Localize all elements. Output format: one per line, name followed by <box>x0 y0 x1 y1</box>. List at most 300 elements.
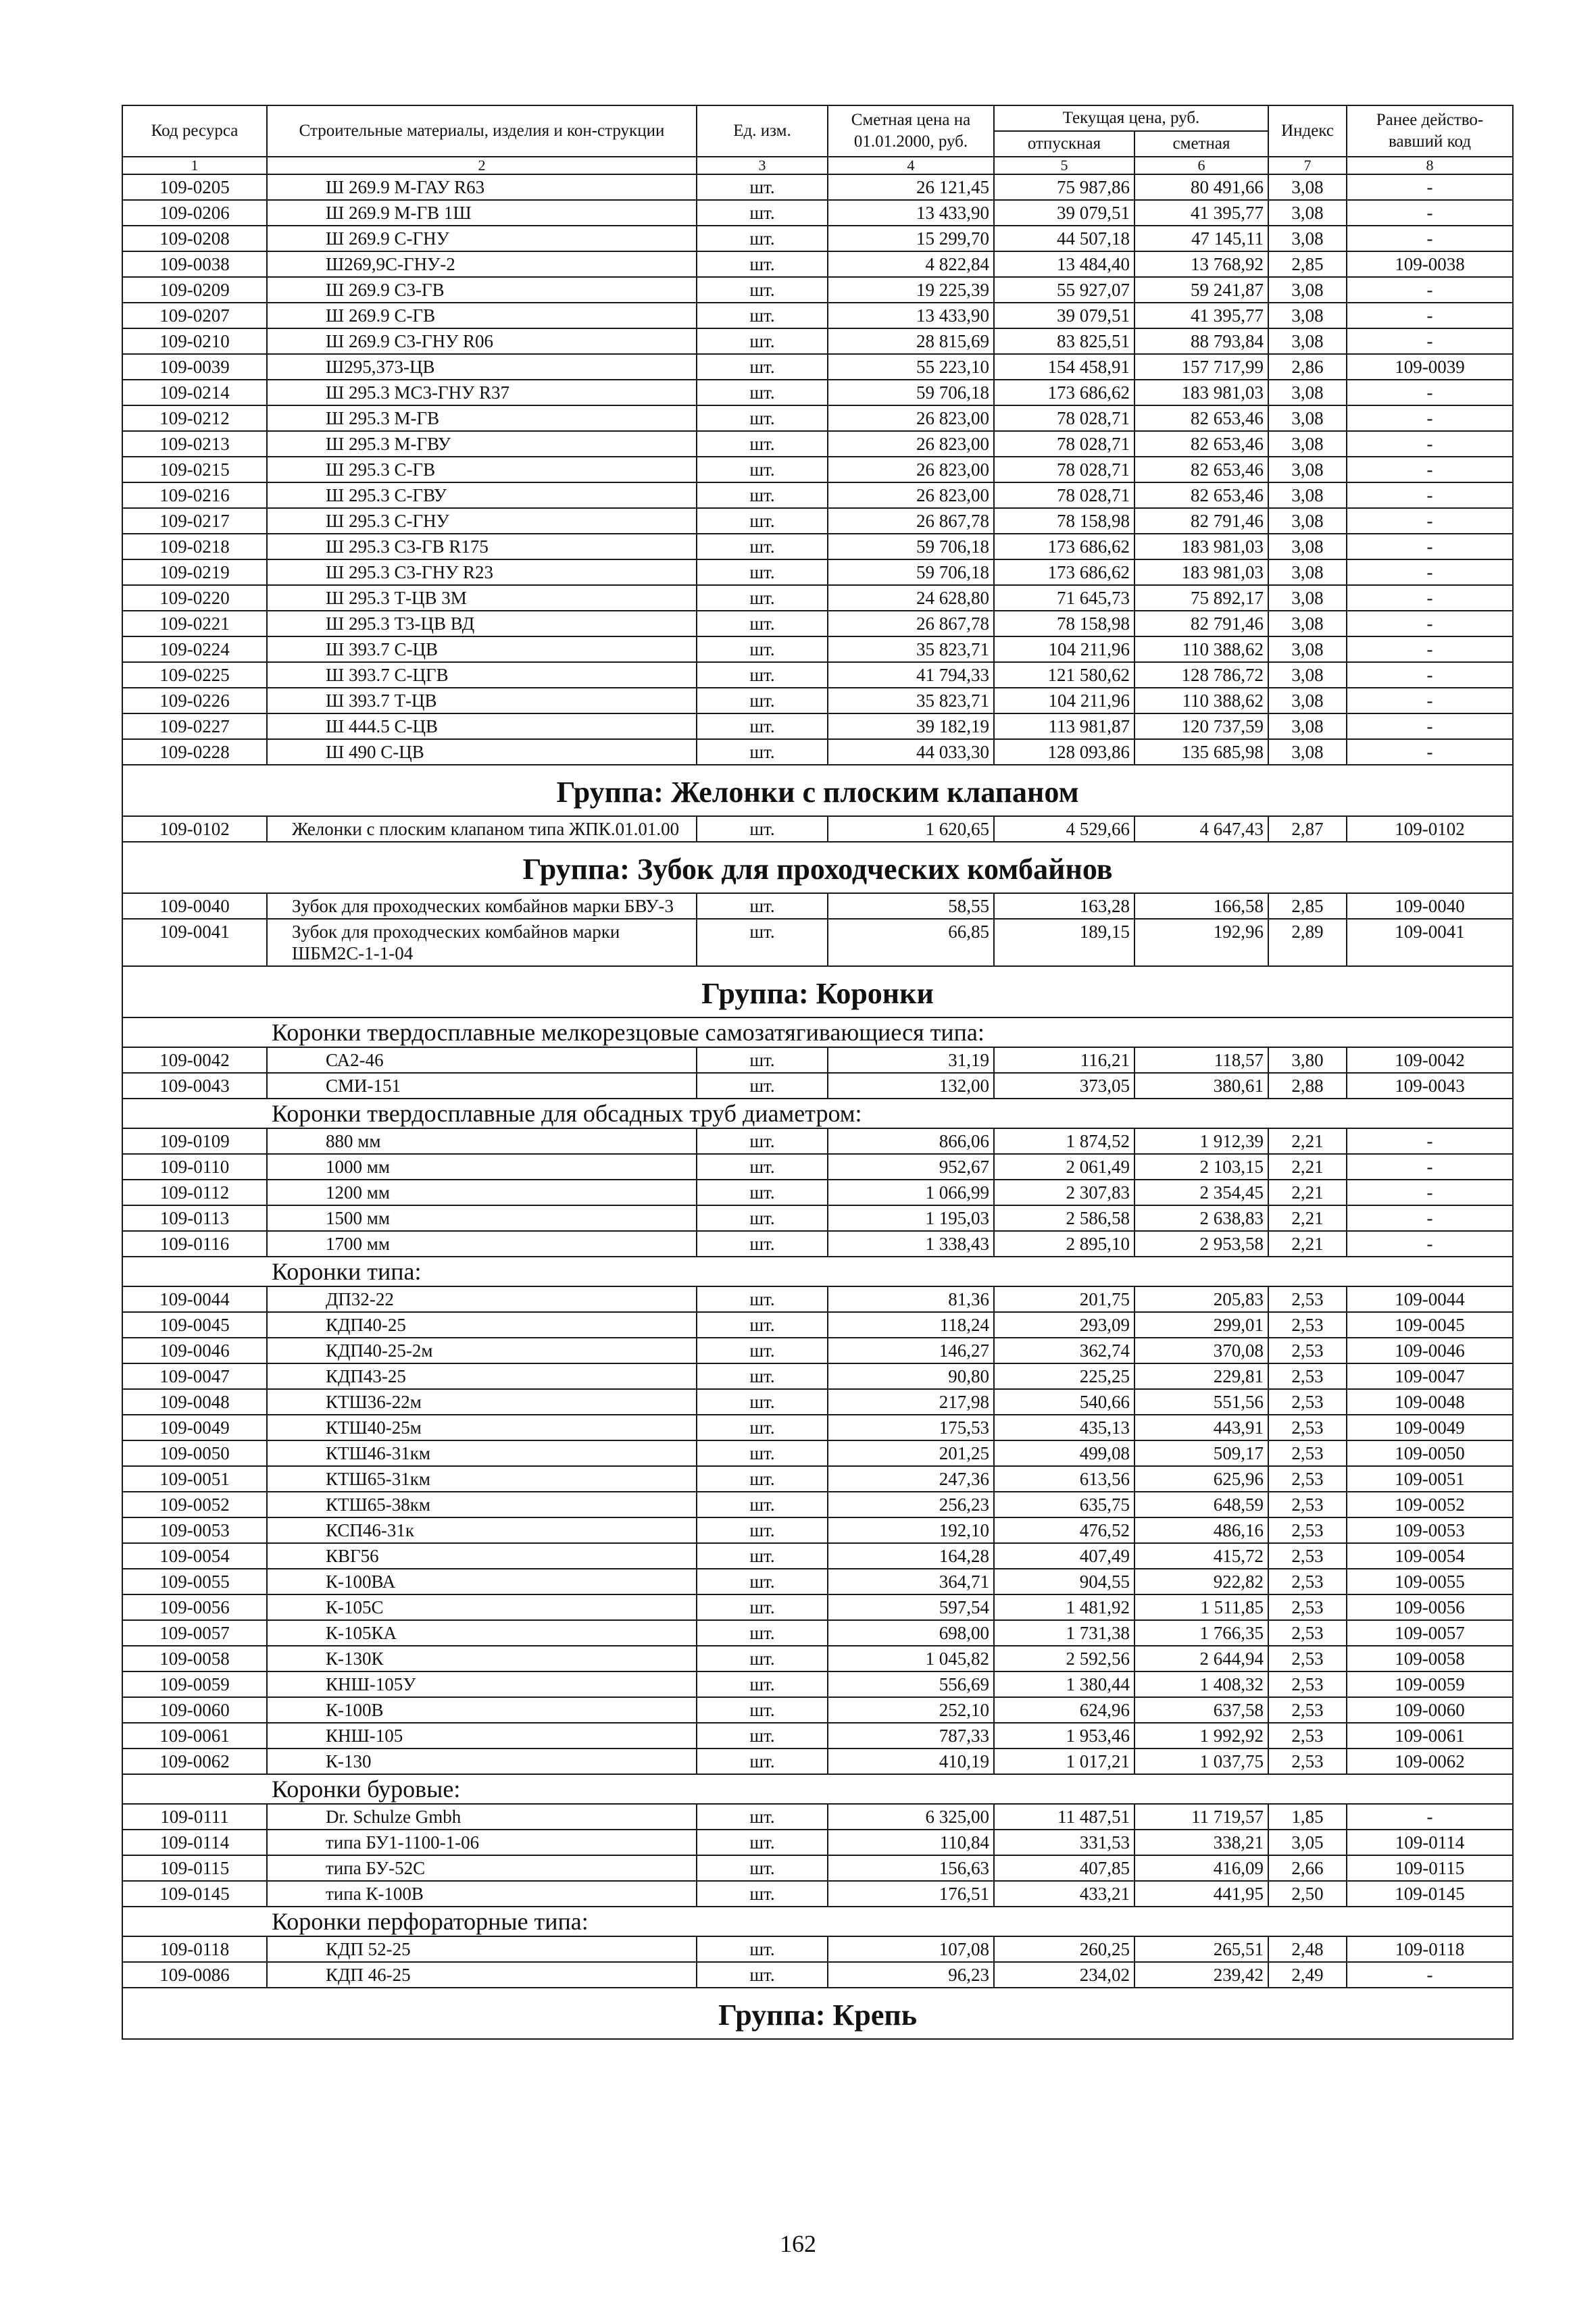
material-name-cell: Ш 295.3 С3-ГВ R175 <box>267 534 697 559</box>
table-row <box>122 1517 1513 1543</box>
previous-code-cell: 109-0054 <box>1347 1543 1513 1569</box>
unit-cell: шт. <box>697 534 828 559</box>
index-cell: 3,08 <box>1268 431 1347 457</box>
base-price-cell: 24 628,80 <box>828 585 994 611</box>
unit-cell: шт. <box>697 1415 828 1440</box>
release-price-cell: 71 645,73 <box>994 585 1134 611</box>
release-price-cell: 331,53 <box>994 1830 1134 1855</box>
group-title: Группа: Коронки <box>122 966 1513 1017</box>
index-cell: 3,08 <box>1268 739 1347 765</box>
table-row <box>122 1804 1513 1830</box>
subgroup-title: Коронки твердосплавные для обсадных труб диаметром: <box>122 1099 1513 1128</box>
unit-cell: шт. <box>697 508 828 534</box>
material-name-cell: Ш 295.3 МС3-ГНУ R37 <box>267 380 697 405</box>
unit-cell: шт. <box>697 1594 828 1620</box>
material-name-cell: Ш269,9С-ГНУ-2 <box>267 251 697 277</box>
index-cell: 3,08 <box>1268 559 1347 585</box>
index-cell: 2,53 <box>1268 1363 1347 1389</box>
index-cell: 3,08 <box>1268 508 1347 534</box>
material-name-cell: Ш 295.3 Т-ЦВ 3М <box>267 585 697 611</box>
release-price-cell: 173 686,62 <box>994 559 1134 585</box>
previous-code-cell: 109-0055 <box>1347 1569 1513 1594</box>
material-name-cell: КТШ36-22м <box>267 1389 697 1415</box>
unit-cell: шт. <box>697 200 828 226</box>
table-row <box>122 1855 1513 1881</box>
release-price-cell: 2 592,56 <box>994 1646 1134 1671</box>
estimate-price-cell: 59 241,87 <box>1134 277 1268 303</box>
group-title: Группа: Крепь <box>122 1988 1513 2039</box>
material-name-cell: КТШ65-38км <box>267 1492 697 1517</box>
table-row <box>122 662 1513 688</box>
release-price-cell: 407,49 <box>994 1543 1134 1569</box>
resource-code-cell: 109-0062 <box>122 1749 267 1774</box>
estimate-price-cell: 625,96 <box>1134 1466 1268 1492</box>
release-price-cell: 154 458,91 <box>994 354 1134 380</box>
column-number: 4 <box>828 157 994 174</box>
release-price-cell: 362,74 <box>994 1338 1134 1363</box>
table-row <box>122 174 1513 200</box>
estimate-price-cell: 205,83 <box>1134 1286 1268 1312</box>
previous-code-cell: - <box>1347 739 1513 765</box>
table-row <box>122 200 1513 226</box>
rows-zhelonki <box>122 816 1513 842</box>
release-price-cell: 173 686,62 <box>994 534 1134 559</box>
index-cell: 3,08 <box>1268 688 1347 713</box>
resource-code-cell: 109-0055 <box>122 1569 267 1594</box>
group-title: Группа: Зубок для проходческих комбайнов <box>122 842 1513 893</box>
unit-cell: шт. <box>697 1517 828 1543</box>
base-price-cell: 59 706,18 <box>828 559 994 585</box>
material-name-cell: КДП40-25 <box>267 1312 697 1338</box>
index-cell: 3,08 <box>1268 636 1347 662</box>
resource-code-cell: 109-0059 <box>122 1671 267 1697</box>
previous-code-cell: - <box>1347 611 1513 636</box>
unit-cell: шт. <box>697 1646 828 1671</box>
release-price-cell: 4 529,66 <box>994 816 1134 842</box>
base-price-cell: 176,51 <box>828 1881 994 1907</box>
index-cell: 2,53 <box>1268 1594 1347 1620</box>
resource-code-cell: 109-0226 <box>122 688 267 713</box>
table-row <box>122 328 1513 354</box>
subgroup-title: Коронки твердосплавные мелкорезцовые самозатягивающиеся типа: <box>122 1017 1513 1047</box>
estimate-price-cell: 183 981,03 <box>1134 380 1268 405</box>
index-cell: 2,49 <box>1268 1962 1347 1988</box>
unit-cell: шт. <box>697 1620 828 1646</box>
previous-code-cell: 109-0057 <box>1347 1620 1513 1646</box>
table-row <box>122 405 1513 431</box>
rows-sub-3 <box>122 1286 1513 1774</box>
previous-code-cell: 109-0049 <box>1347 1415 1513 1440</box>
group-heading-row <box>122 966 1513 1017</box>
resource-code-cell: 109-0205 <box>122 174 267 200</box>
estimate-price-cell: 82 791,46 <box>1134 508 1268 534</box>
base-price-cell: 66,85 <box>828 919 994 966</box>
estimate-price-cell: 1 408,32 <box>1134 1671 1268 1697</box>
resource-code-cell: 109-0058 <box>122 1646 267 1671</box>
resource-code-cell: 109-0228 <box>122 739 267 765</box>
base-price-cell: 59 706,18 <box>828 380 994 405</box>
material-name-cell: КВГ56 <box>267 1543 697 1569</box>
index-cell: 2,21 <box>1268 1205 1347 1231</box>
resource-code-cell: 109-0048 <box>122 1389 267 1415</box>
unit-cell: шт. <box>697 226 828 251</box>
unit-cell: шт. <box>697 816 828 842</box>
resource-code-cell: 109-0215 <box>122 457 267 482</box>
base-price-cell: 252,10 <box>828 1697 994 1723</box>
base-price-cell: 556,69 <box>828 1671 994 1697</box>
previous-code-cell: - <box>1347 534 1513 559</box>
estimate-price-cell: 135 685,98 <box>1134 739 1268 765</box>
table-row <box>122 919 1513 966</box>
table-row <box>122 1881 1513 1907</box>
base-price-cell: 1 195,03 <box>828 1205 994 1231</box>
base-price-cell: 1 066,99 <box>828 1180 994 1205</box>
table-row <box>122 457 1513 482</box>
resource-code-cell: 109-0109 <box>122 1128 267 1154</box>
table-row <box>122 1620 1513 1646</box>
header-index: Индекс <box>1268 105 1347 157</box>
material-name-cell: КТШ65-31км <box>267 1466 697 1492</box>
resource-code-cell: 109-0041 <box>122 919 267 966</box>
unit-cell: шт. <box>697 1466 828 1492</box>
release-price-cell: 121 580,62 <box>994 662 1134 688</box>
previous-code-cell: - <box>1347 431 1513 457</box>
index-cell: 2,53 <box>1268 1440 1347 1466</box>
release-price-cell: 624,96 <box>994 1697 1134 1723</box>
index-cell: 3,08 <box>1268 611 1347 636</box>
previous-code-cell: - <box>1347 457 1513 482</box>
rows-sub-2 <box>122 1128 1513 1257</box>
base-price-cell: 132,00 <box>828 1073 994 1099</box>
base-price-cell: 164,28 <box>828 1543 994 1569</box>
unit-cell: шт. <box>697 328 828 354</box>
estimate-price-cell: 1 037,75 <box>1134 1749 1268 1774</box>
resource-code-cell: 109-0212 <box>122 405 267 431</box>
resource-code-cell: 109-0219 <box>122 559 267 585</box>
material-name-cell: Ш 295.3 Т3-ЦВ ВД <box>267 611 697 636</box>
resource-code-cell: 109-0217 <box>122 508 267 534</box>
release-price-cell: 163,28 <box>994 893 1134 919</box>
table-row <box>122 1180 1513 1205</box>
release-price-cell: 201,75 <box>994 1286 1134 1312</box>
index-cell: 2,50 <box>1268 1881 1347 1907</box>
resource-code-cell: 109-0116 <box>122 1231 267 1257</box>
unit-cell: шт. <box>697 1154 828 1180</box>
table-row <box>122 1671 1513 1697</box>
material-name-cell: ДП32-22 <box>267 1286 697 1312</box>
release-price-cell: 1 874,52 <box>994 1128 1134 1154</box>
table-row <box>122 1569 1513 1594</box>
base-price-cell: 35 823,71 <box>828 688 994 713</box>
unit-cell: шт. <box>697 303 828 328</box>
resource-code-cell: 109-0110 <box>122 1154 267 1180</box>
table-row <box>122 1205 1513 1231</box>
unit-cell: шт. <box>697 1671 828 1697</box>
estimate-price-cell: 4 647,43 <box>1134 816 1268 842</box>
release-price-cell: 2 895,10 <box>994 1231 1134 1257</box>
release-price-cell: 260,25 <box>994 1936 1134 1962</box>
estimate-price-cell: 192,96 <box>1134 919 1268 966</box>
unit-cell: шт. <box>697 482 828 508</box>
unit-cell: шт. <box>697 1804 828 1830</box>
table-row <box>122 816 1513 842</box>
subgroup-heading-row <box>122 1907 1513 1936</box>
estimate-price-cell: 509,17 <box>1134 1440 1268 1466</box>
unit-cell: шт. <box>697 1312 828 1338</box>
table-row <box>122 1492 1513 1517</box>
unit-cell: шт. <box>697 457 828 482</box>
column-number: 6 <box>1134 157 1268 174</box>
subgroup-heading-row <box>122 1017 1513 1047</box>
unit-cell: шт. <box>697 559 828 585</box>
unit-cell: шт. <box>697 713 828 739</box>
material-name-cell: Зубок для проходческих комбайнов марки ШБМ2С-1-1-04 <box>267 919 697 966</box>
unit-cell: шт. <box>697 1881 828 1907</box>
release-price-cell: 78 158,98 <box>994 611 1134 636</box>
base-price-cell: 19 225,39 <box>828 277 994 303</box>
base-price-cell: 110,84 <box>828 1830 994 1855</box>
release-price-cell: 11 487,51 <box>994 1804 1134 1830</box>
release-price-cell: 13 484,40 <box>994 251 1134 277</box>
resource-code-cell: 109-0112 <box>122 1180 267 1205</box>
table-row <box>122 1312 1513 1338</box>
release-price-cell: 78 028,71 <box>994 431 1134 457</box>
unit-cell: шт. <box>697 893 828 919</box>
material-name-cell: КНШ-105У <box>267 1671 697 1697</box>
material-name-cell: Ш 295.3 М-ГВУ <box>267 431 697 457</box>
table-row <box>122 688 1513 713</box>
resource-code-cell: 109-0086 <box>122 1962 267 1988</box>
previous-code-cell: 109-0062 <box>1347 1749 1513 1774</box>
index-cell: 3,08 <box>1268 662 1347 688</box>
unit-cell: шт. <box>697 636 828 662</box>
estimate-price-cell: 2 354,45 <box>1134 1180 1268 1205</box>
table-row <box>122 303 1513 328</box>
price-table-sheet <box>122 105 1512 2040</box>
index-cell: 2,21 <box>1268 1231 1347 1257</box>
base-price-cell: 41 794,33 <box>828 662 994 688</box>
material-name-cell: К-130К <box>267 1646 697 1671</box>
base-price-cell: 26 823,00 <box>828 405 994 431</box>
estimate-price-cell: 41 395,77 <box>1134 200 1268 226</box>
previous-code-cell: 109-0114 <box>1347 1830 1513 1855</box>
release-price-cell: 78 028,71 <box>994 482 1134 508</box>
previous-code-cell: 109-0043 <box>1347 1073 1513 1099</box>
table-row <box>122 1749 1513 1774</box>
table-row <box>122 380 1513 405</box>
release-price-cell: 78 028,71 <box>994 405 1134 431</box>
header-column-numbers <box>122 157 1513 174</box>
previous-code-cell: 109-0039 <box>1347 354 1513 380</box>
index-cell: 2,86 <box>1268 354 1347 380</box>
estimate-price-cell: 2 644,94 <box>1134 1646 1268 1671</box>
base-price-cell: 59 706,18 <box>828 534 994 559</box>
index-cell: 2,21 <box>1268 1154 1347 1180</box>
material-name-cell: КСП46-31к <box>267 1517 697 1543</box>
base-price-cell: 410,19 <box>828 1749 994 1774</box>
estimate-price-cell: 128 786,72 <box>1134 662 1268 688</box>
subgroup-title: Коронки перфораторные типа: <box>122 1907 1513 1936</box>
unit-cell: шт. <box>697 1205 828 1231</box>
estimate-price-cell: 443,91 <box>1134 1415 1268 1440</box>
unit-cell: шт. <box>697 1749 828 1774</box>
index-cell: 2,48 <box>1268 1936 1347 1962</box>
estimate-price-cell: 120 737,59 <box>1134 713 1268 739</box>
table-row <box>122 354 1513 380</box>
previous-code-cell: - <box>1347 636 1513 662</box>
table-row <box>122 713 1513 739</box>
unit-cell: шт. <box>697 1830 828 1855</box>
material-name-cell: КДП 52-25 <box>267 1936 697 1962</box>
index-cell: 3,08 <box>1268 405 1347 431</box>
estimate-price-cell: 183 981,03 <box>1134 559 1268 585</box>
resource-code-cell: 109-0044 <box>122 1286 267 1312</box>
column-number: 2 <box>267 157 697 174</box>
material-name-cell: Ш 393.7 С-ЦГВ <box>267 662 697 688</box>
base-price-cell: 364,71 <box>828 1569 994 1594</box>
resource-code-cell: 109-0206 <box>122 200 267 226</box>
index-cell: 2,53 <box>1268 1671 1347 1697</box>
material-name-cell: Ш 393.7 С-ЦВ <box>267 636 697 662</box>
estimate-price-cell: 82 653,46 <box>1134 405 1268 431</box>
base-price-cell: 256,23 <box>828 1492 994 1517</box>
previous-code-cell: 109-0041 <box>1347 919 1513 966</box>
table-row <box>122 431 1513 457</box>
unit-cell: шт. <box>697 1231 828 1257</box>
material-name-cell: Dr. Schulze Gmbh <box>267 1804 697 1830</box>
index-cell: 3,08 <box>1268 713 1347 739</box>
subgroup-heading-row <box>122 1257 1513 1286</box>
resource-code-cell: 109-0056 <box>122 1594 267 1620</box>
table-row <box>122 1830 1513 1855</box>
table-row <box>122 277 1513 303</box>
base-price-cell: 192,10 <box>828 1517 994 1543</box>
previous-code-cell: 109-0047 <box>1347 1363 1513 1389</box>
table-row <box>122 1466 1513 1492</box>
previous-code-cell: - <box>1347 482 1513 508</box>
material-name-cell: КНШ-105 <box>267 1723 697 1749</box>
estimate-price-cell: 157 717,99 <box>1134 354 1268 380</box>
material-name-cell: Желонки с плоским клапаном типа ЖПК.01.01.00 <box>267 816 697 842</box>
index-cell: 2,53 <box>1268 1517 1347 1543</box>
previous-code-cell: - <box>1347 380 1513 405</box>
table-row <box>122 482 1513 508</box>
column-number: 3 <box>697 157 828 174</box>
base-price-cell: 58,55 <box>828 893 994 919</box>
estimate-price-cell: 416,09 <box>1134 1855 1268 1881</box>
release-price-cell: 225,25 <box>994 1363 1134 1389</box>
previous-code-cell: 109-0051 <box>1347 1466 1513 1492</box>
index-cell: 3,08 <box>1268 174 1347 200</box>
index-cell: 2,53 <box>1268 1749 1347 1774</box>
base-price-cell: 44 033,30 <box>828 739 994 765</box>
estimate-price-cell: 47 145,11 <box>1134 226 1268 251</box>
release-price-cell: 1 953,46 <box>994 1723 1134 1749</box>
header-name: Строительные материалы, изделия и кон-струкции <box>267 105 697 157</box>
rows-sub-4 <box>122 1804 1513 1907</box>
base-price-cell: 6 325,00 <box>828 1804 994 1830</box>
unit-cell: шт. <box>697 1569 828 1594</box>
table-row <box>122 1594 1513 1620</box>
unit-cell: шт. <box>697 1855 828 1881</box>
estimate-price-cell: 299,01 <box>1134 1312 1268 1338</box>
previous-code-cell: 109-0048 <box>1347 1389 1513 1415</box>
resource-code-cell: 109-0052 <box>122 1492 267 1517</box>
base-price-cell: 952,67 <box>828 1154 994 1180</box>
release-price-cell: 128 093,86 <box>994 739 1134 765</box>
material-name-cell: 1500 мм <box>267 1205 697 1231</box>
index-cell: 3,08 <box>1268 534 1347 559</box>
unit-cell: шт. <box>697 1936 828 1962</box>
estimate-price-cell: 80 491,66 <box>1134 174 1268 200</box>
index-cell: 3,80 <box>1268 1047 1347 1073</box>
index-cell: 2,88 <box>1268 1073 1347 1099</box>
rows-sub-1 <box>122 1047 1513 1099</box>
resource-code-cell: 109-0221 <box>122 611 267 636</box>
resource-code-cell: 109-0047 <box>122 1363 267 1389</box>
material-name-cell: Ш 295.3 С-ГВУ <box>267 482 697 508</box>
resource-code-cell: 109-0053 <box>122 1517 267 1543</box>
material-name-cell: Ш 444.5 С-ЦВ <box>267 713 697 739</box>
release-price-cell: 116,21 <box>994 1047 1134 1073</box>
material-name-cell: Ш 269.9 С-ГВ <box>267 303 697 328</box>
base-price-cell: 39 182,19 <box>828 713 994 739</box>
previous-code-cell: 109-0060 <box>1347 1697 1513 1723</box>
table-row <box>122 1047 1513 1073</box>
resource-code-cell: 109-0213 <box>122 431 267 457</box>
base-price-cell: 26 823,00 <box>828 431 994 457</box>
unit-cell: шт. <box>697 1180 828 1205</box>
index-cell: 2,87 <box>1268 816 1347 842</box>
estimate-price-cell: 82 791,46 <box>1134 611 1268 636</box>
material-name-cell: СА2-46 <box>267 1047 697 1073</box>
estimate-price-cell: 2 638,83 <box>1134 1205 1268 1231</box>
release-price-cell: 904,55 <box>994 1569 1134 1594</box>
estimate-price-cell: 441,95 <box>1134 1881 1268 1907</box>
unit-cell: шт. <box>697 1073 828 1099</box>
table-row <box>122 559 1513 585</box>
header-release-price: отпускная <box>994 131 1134 157</box>
estimate-price-cell: 88 793,84 <box>1134 328 1268 354</box>
previous-code-cell: 109-0045 <box>1347 1312 1513 1338</box>
material-name-cell: СМИ-151 <box>267 1073 697 1099</box>
table-row <box>122 1697 1513 1723</box>
unit-cell: шт. <box>697 1047 828 1073</box>
previous-code-cell: 109-0050 <box>1347 1440 1513 1466</box>
resource-code-cell: 109-0115 <box>122 1855 267 1881</box>
table-row <box>122 893 1513 919</box>
index-cell: 2,66 <box>1268 1855 1347 1881</box>
previous-code-cell: 109-0115 <box>1347 1855 1513 1881</box>
previous-code-cell: - <box>1347 303 1513 328</box>
resource-code-cell: 109-0050 <box>122 1440 267 1466</box>
index-cell: 3,08 <box>1268 226 1347 251</box>
resource-code-cell: 109-0209 <box>122 277 267 303</box>
index-cell: 3,08 <box>1268 303 1347 328</box>
material-name-cell: КДП40-25-2м <box>267 1338 697 1363</box>
index-cell: 2,53 <box>1268 1389 1347 1415</box>
previous-code-cell: 109-0046 <box>1347 1338 1513 1363</box>
unit-cell: шт. <box>697 1723 828 1749</box>
unit-cell: шт. <box>697 174 828 200</box>
header-code: Код ресурса <box>122 105 267 157</box>
estimate-price-cell: 41 395,77 <box>1134 303 1268 328</box>
unit-cell: шт. <box>697 1697 828 1723</box>
previous-code-cell: 109-0053 <box>1347 1517 1513 1543</box>
release-price-cell: 499,08 <box>994 1440 1134 1466</box>
table-row <box>122 585 1513 611</box>
previous-code-cell: 109-0038 <box>1347 251 1513 277</box>
